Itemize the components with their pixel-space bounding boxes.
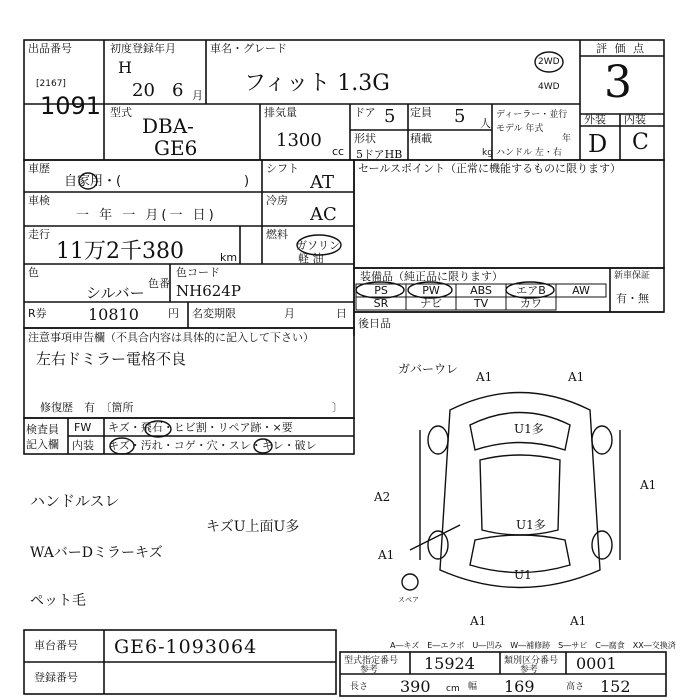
int-label: 内装 — [624, 113, 646, 126]
fuel-diesel: 軽 油 — [298, 252, 324, 265]
name-change-day: 日 — [336, 307, 347, 320]
retrofit-label: 後日品 — [358, 317, 391, 330]
equipment-item: AW — [572, 284, 590, 297]
score-label: 評 価 点 — [596, 42, 646, 55]
damage-legend: A―キズ E―エクボ U―凹み W―補修跡 S―サビ C―腐食 XX―交換済 — [390, 641, 676, 650]
inspection-label: 車検 — [28, 194, 50, 207]
model-label: 型式 — [110, 106, 132, 119]
mark-u1-hood: U1多 — [514, 422, 544, 436]
color-label: 色 — [28, 266, 39, 279]
height-label: 高さ — [566, 682, 585, 692]
mark-a1-rear-left: A1 — [470, 614, 487, 628]
category-sub: 参考 — [520, 665, 539, 675]
ext-label: 外装 — [584, 113, 606, 126]
handle-label: ハンドル 左・右 — [496, 148, 562, 158]
type-designation-label: 型式指定番号 — [344, 656, 399, 666]
ac-value: AC — [310, 204, 337, 225]
yen-unit: 円 — [168, 307, 179, 320]
ext-grade: D — [588, 130, 608, 158]
cc-unit: cc — [332, 145, 345, 158]
shape-value: 5ドアHB — [356, 148, 403, 161]
width-label: 幅 — [468, 682, 478, 692]
shift-label: シフト — [266, 162, 299, 175]
month-value: 6 — [172, 80, 184, 101]
type-designation-value: 15924 — [424, 654, 475, 673]
capacity-unit: 人 — [480, 117, 491, 130]
width-value: 169 — [504, 677, 535, 696]
history-label: 車歴 — [28, 162, 50, 175]
history-value: 自家用・( — [64, 174, 122, 189]
mark-a2-left-side: A2 — [374, 490, 391, 504]
fuel-label: 燃料 — [266, 228, 288, 241]
mark-a1-rear-right: A1 — [570, 614, 587, 628]
notes-text: 左右ドミラー電格不良 — [36, 350, 187, 368]
equipment-item: PW — [422, 284, 440, 297]
selling-points-label: セールスポイント（正常に機能するものに限ります） — [358, 162, 622, 175]
inspector-note-2: キズU上面U多 — [206, 519, 300, 535]
category-value: 0001 — [576, 654, 617, 673]
name-grade-value: フィット 1.3G — [244, 71, 390, 96]
length-label: 長さ — [350, 682, 369, 692]
repair-history-close: 〕 — [332, 401, 343, 414]
doors-label: ドア — [354, 106, 376, 119]
fw-items: キズ・飛石・ヒビ割・リペア跡・×要 — [108, 421, 293, 434]
chassis-value: GE6-1093064 — [114, 636, 258, 658]
load-label: 積載 — [410, 132, 432, 145]
color-value: シルバー — [86, 284, 145, 302]
kg-unit: kg — [482, 148, 493, 158]
equipment-item: カワ — [520, 297, 542, 310]
mark-a1-right-side: A1 — [640, 478, 657, 492]
length-unit: cm — [446, 684, 460, 694]
inspector-label: 検査員 記入欄 — [26, 423, 59, 451]
rtax-label: R券 — [28, 307, 47, 320]
equipment-label: 装備品（純正品に限ります） — [360, 270, 503, 283]
ac-label: 冷房 — [266, 194, 288, 207]
type-designation-sub: 参考 — [360, 665, 379, 675]
inspector-note-1: ハンドルスレ — [30, 492, 120, 510]
lot-label: 出品番号 — [28, 42, 72, 55]
diagram-top-note: ガバーウレ — [398, 362, 459, 376]
color-code-value: NH624P — [176, 282, 241, 300]
length-value: 390 — [400, 677, 431, 696]
doors-value: 5 — [384, 106, 396, 127]
spare-label: スペア — [398, 596, 419, 604]
color-code-label: 色コード — [176, 266, 220, 279]
mark-a1-front-right: A1 — [568, 370, 585, 384]
new-car-warranty-label: 新車保証 — [614, 271, 651, 281]
score-value: 3 — [604, 57, 632, 108]
history-close: ) — [244, 174, 250, 189]
model-year-label: モデル 年式 — [496, 124, 544, 134]
shift-value: AT — [310, 172, 335, 193]
notes-label: 注意事項申告欄（不具合内容は具体的に記入して下さい） — [28, 331, 314, 344]
mileage-value: 11万2千380 — [56, 239, 184, 264]
fuel-gasoline: ガソリン — [296, 239, 340, 252]
int-inspect-label: 内装 — [72, 439, 94, 452]
color-no-label: 色番 — [148, 277, 170, 290]
era-value: H — [118, 58, 132, 77]
name-grade-label: 車名・グレード — [210, 42, 287, 55]
fw-label: FW — [74, 421, 92, 434]
int-items: キズ・汚れ・コゲ・穴・スレ・キレ・破レ — [108, 439, 317, 452]
mark-u1-trunk: U1 — [514, 568, 532, 582]
year-unit-label: 年 — [562, 134, 572, 144]
mark-a1-left-rear: A1 — [378, 548, 395, 562]
model-value-1: DBA- — [142, 114, 194, 138]
lot-number: 1091 — [40, 92, 102, 120]
mileage-label: 走行 — [28, 228, 50, 241]
drive-2wd: 2WD — [538, 57, 560, 67]
rtax-value: 10810 — [88, 305, 139, 324]
capacity-value: 5 — [454, 106, 466, 127]
equipment-item: PS — [374, 284, 388, 297]
capacity-label: 定員 — [410, 106, 432, 119]
equipment-item: SR — [373, 297, 389, 310]
new-car-warranty-value: 有・無 — [616, 292, 649, 305]
first-reg-label: 初度登録年月 — [110, 42, 176, 55]
registration-label: 登録番号 — [34, 671, 78, 684]
model-value-2: GE6 — [154, 136, 198, 160]
height-value: 152 — [600, 677, 631, 696]
month-unit: 月 — [192, 89, 203, 102]
category-label: 類別区分番号 — [504, 656, 559, 666]
inspector-note-4: ペット毛 — [30, 593, 86, 609]
chassis-label: 車台番号 — [34, 639, 78, 652]
drive-4wd: 4WD — [538, 82, 560, 92]
lot-code: [2167] — [36, 79, 66, 89]
mark-a1-front-left: A1 — [476, 370, 493, 384]
equipment-item: TV — [473, 297, 489, 310]
inspection-value: 一 年 一 月(一 日) — [76, 208, 217, 223]
int-grade: C — [632, 130, 649, 155]
km-unit: km — [220, 251, 238, 264]
displacement-label: 排気量 — [264, 106, 297, 119]
name-change-label: 名変期限 — [192, 307, 236, 320]
name-change-month: 月 — [284, 307, 295, 320]
shape-label: 形状 — [354, 132, 376, 145]
equipment-item: エアB — [516, 284, 546, 297]
mark-u1-roof: U1多 — [516, 518, 546, 532]
repair-history-label: 修復歴 有 〔箇所 — [40, 401, 134, 414]
equipment-item: ABS — [470, 284, 492, 297]
inspector-note-3: WAバーDミラーキズ — [30, 545, 163, 561]
displacement-value: 1300 — [276, 130, 322, 151]
dealer-label: ディーラー・並行 — [496, 110, 568, 120]
equipment-item: ナビ — [420, 297, 442, 310]
year-value: 20 — [132, 80, 155, 101]
